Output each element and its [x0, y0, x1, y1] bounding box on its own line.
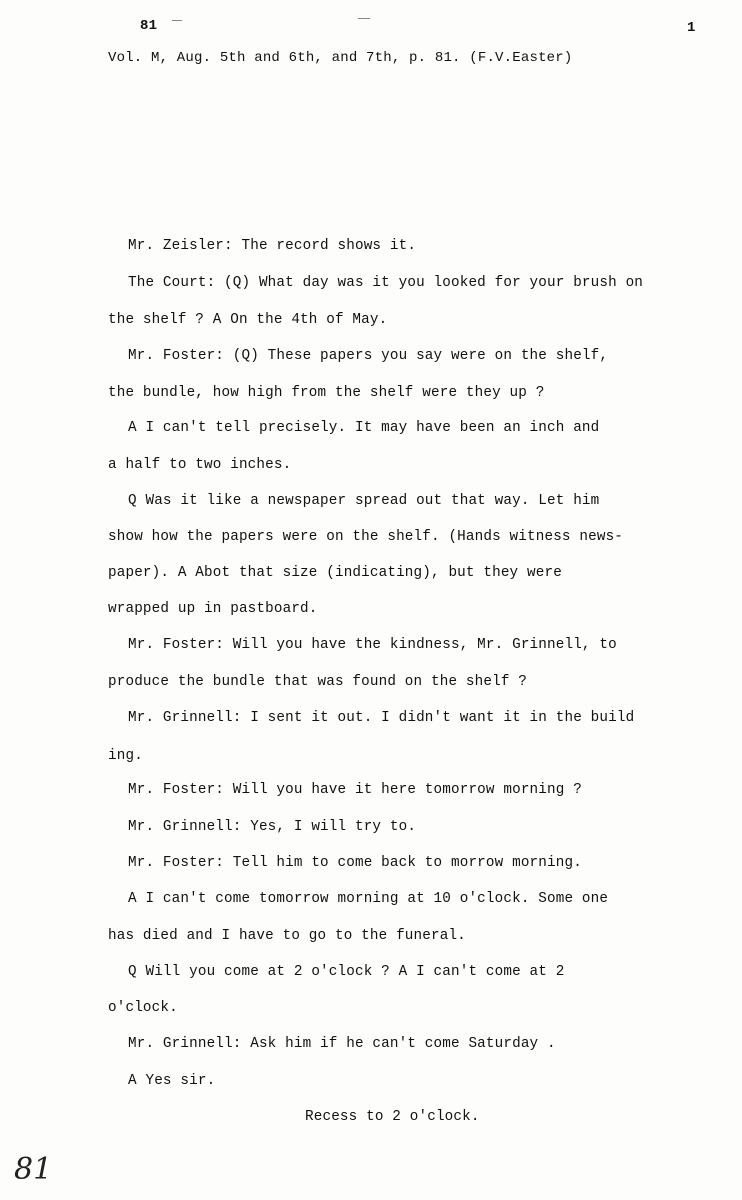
transcript-line: Mr. Grinnell: I sent it out. I didn't want it in the build — [128, 710, 635, 726]
margin-mark — [358, 18, 370, 19]
transcript-line: Mr. Foster: Will you have it here tomorrow morning ? — [128, 782, 582, 798]
transcript-line: a half to two inches. — [108, 457, 292, 473]
transcript-line: Mr. Grinnell: Ask him if he can't come Saturday . — [128, 1036, 556, 1052]
page-number-left: 81 — [140, 18, 158, 34]
transcript-line: ing. — [108, 748, 143, 764]
transcript-line: The Court: (Q) What day was it you looked for your brush on — [128, 275, 644, 291]
transcript-line: Mr. Foster: (Q) These papers you say were on the shelf, — [128, 348, 609, 364]
transcript-line: has died and I have to go to the funeral. — [108, 928, 466, 944]
transcript-line: Q Will you come at 2 o'clock ? A I can't come at 2 — [128, 964, 565, 980]
transcript-line: produce the bundle that was found on the shelf ? — [108, 674, 528, 690]
transcript-line: paper). A Abot that size (indicating), but they were — [108, 565, 562, 581]
transcript-line: show how the papers were on the shelf. (Hands witness news- — [108, 529, 624, 545]
transcript-line: A Yes sir. — [128, 1073, 216, 1089]
transcript-line: Mr. Zeisler: The record shows it. — [128, 238, 417, 254]
transcript-line: Q Was it like a newspaper spread out that way. Let him — [128, 493, 600, 509]
transcript-line: Mr. Foster: Tell him to come back to morrow morning. — [128, 855, 582, 871]
transcript-line: A I can't come tomorrow morning at 10 o'clock. Some one — [128, 891, 609, 907]
transcript-line: the shelf ? A On the 4th of May. — [108, 312, 388, 328]
volume-reference: Vol. M, Aug. 5th and 6th, and 7th, p. 81. (F.V.Easter) — [108, 50, 573, 66]
recess-note: Recess to 2 o'clock. — [305, 1109, 480, 1125]
page-number-right: 1 — [687, 20, 696, 36]
handwritten-page-number: 81 — [14, 1152, 53, 1187]
transcript-line: Mr. Foster: Will you have the kindness, Mr. Grinnell, to — [128, 637, 617, 653]
transcript-line: wrapped up in pastboard. — [108, 601, 318, 617]
transcript-line: A I can't tell precisely. It may have been an inch and — [128, 420, 600, 436]
transcript-line: Mr. Grinnell: Yes, I will try to. — [128, 819, 417, 835]
transcript-line: o'clock. — [108, 1000, 178, 1016]
transcript-line: the bundle, how high from the shelf were they up ? — [108, 385, 545, 401]
margin-mark — [172, 20, 182, 21]
